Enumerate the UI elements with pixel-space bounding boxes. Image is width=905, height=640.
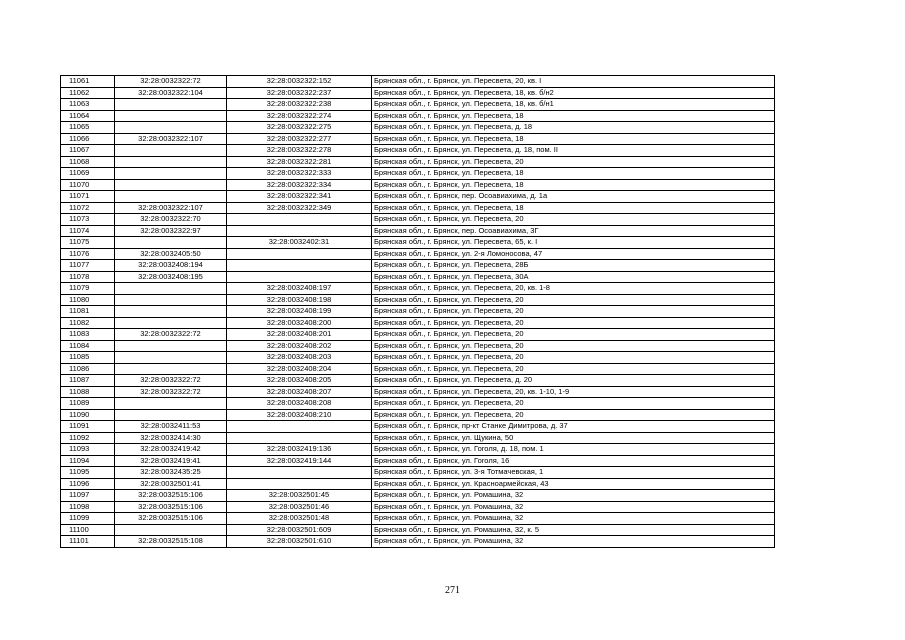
cell-parent-cadastral-number: 32:28:0032515:106 [115, 490, 227, 502]
cell-address: Брянская обл., г. Брянск, ул. Гоголя, д. 18, пом. 1 [372, 444, 775, 456]
table-row [61, 122, 775, 134]
cell-parent-cadastral-number [115, 156, 227, 168]
cell-address: Брянская обл., г. Брянск, ул. Красноармейская, 43 [372, 478, 775, 490]
cell-parent-cadastral-number: 32:28:0032419:42 [115, 444, 227, 456]
table-row [61, 168, 775, 180]
cell-cadastral-number: 32:28:0032408:198 [227, 294, 372, 306]
cell-cadastral-number: 32:28:0032501:610 [227, 536, 372, 548]
table-row [61, 145, 775, 157]
cell-address: Брянская обл., г. Брянск, ул. Пересвета, 20, кв. 1-10, 1-9 [372, 386, 775, 398]
cell-cadastral-number: 32:28:0032419:144 [227, 455, 372, 467]
cell-address: Брянская обл., г. Брянск, ул. Ромашина, 32 [372, 513, 775, 525]
cell-address: Брянская обл., г. Брянск, ул. Пересвета, 20 [372, 294, 775, 306]
cell-address: Брянская обл., г. Брянск, ул. Ромашина, 32 [372, 490, 775, 502]
cell-address: Брянская обл., г. Брянск, ул. Пересвета, 18 [372, 202, 775, 214]
cell-row-number: 11096 [61, 478, 115, 490]
cell-parent-cadastral-number: 32:28:0032322:107 [115, 133, 227, 145]
page-number: 271 [445, 585, 460, 596]
cell-address: Брянская обл., г. Брянск, ул. Пересвета, 20 [372, 156, 775, 168]
cell-parent-cadastral-number [115, 352, 227, 364]
cell-row-number: 11092 [61, 432, 115, 444]
cell-row-number: 11075 [61, 237, 115, 249]
cell-parent-cadastral-number: 32:28:0032322:72 [115, 329, 227, 341]
cell-cadastral-number: 32:28:0032408:210 [227, 409, 372, 421]
table-row [61, 524, 775, 536]
cell-cadastral-number: 32:28:0032408:197 [227, 283, 372, 295]
cell-parent-cadastral-number: 32:28:0032322:70 [115, 214, 227, 226]
cell-row-number: 11094 [61, 455, 115, 467]
cell-row-number: 11074 [61, 225, 115, 237]
cell-row-number: 11087 [61, 375, 115, 387]
cell-parent-cadastral-number [115, 294, 227, 306]
cell-row-number: 11085 [61, 352, 115, 364]
cell-parent-cadastral-number: 32:28:0032322:72 [115, 76, 227, 88]
cell-cadastral-number: 32:28:0032408:201 [227, 329, 372, 341]
cell-parent-cadastral-number [115, 524, 227, 536]
cell-cadastral-number [227, 214, 372, 226]
cell-cadastral-number: 32:28:0032322:349 [227, 202, 372, 214]
cell-cadastral-number: 32:28:0032322:238 [227, 99, 372, 111]
cell-parent-cadastral-number: 32:28:0032501:41 [115, 478, 227, 490]
cell-row-number: 11095 [61, 467, 115, 479]
cell-parent-cadastral-number: 32:28:0032408:195 [115, 271, 227, 283]
table-row [61, 536, 775, 548]
cell-cadastral-number: 32:28:0032322:341 [227, 191, 372, 203]
table-row [61, 294, 775, 306]
cell-cadastral-number: 32:28:0032322:152 [227, 76, 372, 88]
cell-address: Брянская обл., г. Брянск, ул. Пересвета, д. 20 [372, 375, 775, 387]
table-row [61, 444, 775, 456]
cell-address: Брянская обл., г. Брянск, ул. Пересвета, 65, к. I [372, 237, 775, 249]
cell-address: Брянская обл., г. Брянск, ул. Пересвета, д. 18 [372, 122, 775, 134]
cell-address: Брянская обл., г. Брянск, ул. Пересвета, 20 [372, 329, 775, 341]
cell-address: Брянская обл., г. Брянск, пр-кт Станке Димитрова, д. 37 [372, 421, 775, 433]
cell-parent-cadastral-number [115, 110, 227, 122]
cell-cadastral-number: 32:28:0032501:48 [227, 513, 372, 525]
table-row [61, 432, 775, 444]
cell-cadastral-number: 32:28:0032408:208 [227, 398, 372, 410]
cell-row-number: 11066 [61, 133, 115, 145]
table-row [61, 340, 775, 352]
cell-address: Брянская обл., г. Брянск, ул. 3-я Тотмачевская, 1 [372, 467, 775, 479]
table-row [61, 329, 775, 341]
cell-row-number: 11069 [61, 168, 115, 180]
cell-parent-cadastral-number: 32:28:0032322:72 [115, 386, 227, 398]
table-row [61, 283, 775, 295]
cell-cadastral-number: 32:28:0032408:207 [227, 386, 372, 398]
cell-parent-cadastral-number [115, 179, 227, 191]
cell-row-number: 11086 [61, 363, 115, 375]
cell-cadastral-number: 32:28:0032408:199 [227, 306, 372, 318]
cell-row-number: 11068 [61, 156, 115, 168]
cell-parent-cadastral-number [115, 317, 227, 329]
cell-row-number: 11062 [61, 87, 115, 99]
cell-cadastral-number: 32:28:0032408:205 [227, 375, 372, 387]
cell-parent-cadastral-number: 32:28:0032322:104 [115, 87, 227, 99]
registry-table [60, 75, 775, 548]
cell-parent-cadastral-number [115, 99, 227, 111]
cell-row-number: 11100 [61, 524, 115, 536]
table-row [61, 156, 775, 168]
cell-address: Брянская обл., г. Брянск, ул. Пересвета, 20 [372, 398, 775, 410]
cell-row-number: 11084 [61, 340, 115, 352]
table-row [61, 363, 775, 375]
cell-row-number: 11091 [61, 421, 115, 433]
table-row [61, 225, 775, 237]
table-row [61, 87, 775, 99]
cell-row-number: 11099 [61, 513, 115, 525]
cell-parent-cadastral-number [115, 306, 227, 318]
cell-address: Брянская обл., г. Брянск, ул. Пересвета, 20, кв. 1-8 [372, 283, 775, 295]
cell-address: Брянская обл., г. Брянск, ул. Пересвета, 20, кв. I [372, 76, 775, 88]
cell-parent-cadastral-number [115, 145, 227, 157]
cell-row-number: 11088 [61, 386, 115, 398]
table-row [61, 513, 775, 525]
cell-cadastral-number [227, 432, 372, 444]
table-row [61, 375, 775, 387]
cell-cadastral-number: 32:28:0032322:333 [227, 168, 372, 180]
table-row [61, 248, 775, 260]
cell-row-number: 11093 [61, 444, 115, 456]
cell-cadastral-number [227, 478, 372, 490]
cell-cadastral-number: 32:28:0032322:278 [227, 145, 372, 157]
cell-cadastral-number [227, 421, 372, 433]
cell-address: Брянская обл., г. Брянск, пер. Осоавиахима, д. 1а [372, 191, 775, 203]
cell-cadastral-number: 32:28:0032408:202 [227, 340, 372, 352]
cell-parent-cadastral-number: 32:28:0032411:53 [115, 421, 227, 433]
table-row [61, 352, 775, 364]
table-row [61, 478, 775, 490]
table-row [61, 490, 775, 502]
cell-parent-cadastral-number [115, 340, 227, 352]
cell-address: Брянская обл., г. Брянск, ул. Ромашина, 32, к. 5 [372, 524, 775, 536]
cell-cadastral-number: 32:28:0032408:200 [227, 317, 372, 329]
table-row [61, 421, 775, 433]
cell-parent-cadastral-number [115, 283, 227, 295]
table-row [61, 467, 775, 479]
cell-cadastral-number: 32:28:0032501:609 [227, 524, 372, 536]
cell-address: Брянская обл., г. Брянск, ул. Пересвета, 18 [372, 133, 775, 145]
table-row [61, 386, 775, 398]
cell-address: Брянская обл., г. Брянск, ул. Гоголя, 16 [372, 455, 775, 467]
cell-cadastral-number [227, 225, 372, 237]
cell-parent-cadastral-number [115, 191, 227, 203]
cell-row-number: 11078 [61, 271, 115, 283]
cell-row-number: 11098 [61, 501, 115, 513]
cell-cadastral-number: 32:28:0032501:45 [227, 490, 372, 502]
cell-parent-cadastral-number [115, 237, 227, 249]
cell-row-number: 11101 [61, 536, 115, 548]
table-row [61, 202, 775, 214]
cell-parent-cadastral-number: 32:28:0032322:107 [115, 202, 227, 214]
cell-address: Брянская обл., г. Брянск, ул. Щукина, 50 [372, 432, 775, 444]
cell-parent-cadastral-number: 32:28:0032408:194 [115, 260, 227, 272]
cell-address: Брянская обл., г. Брянск, пер. Осоавиахима, 3Г [372, 225, 775, 237]
cell-row-number: 11076 [61, 248, 115, 260]
table-row [61, 260, 775, 272]
cell-cadastral-number [227, 260, 372, 272]
cell-row-number: 11080 [61, 294, 115, 306]
cell-parent-cadastral-number: 32:28:0032435:25 [115, 467, 227, 479]
cell-parent-cadastral-number [115, 363, 227, 375]
table-row [61, 133, 775, 145]
cell-row-number: 11073 [61, 214, 115, 226]
cell-row-number: 11083 [61, 329, 115, 341]
registry-table-body [61, 76, 775, 548]
cell-address: Брянская обл., г. Брянск, ул. Пересвета, 18 [372, 179, 775, 191]
cell-parent-cadastral-number: 32:28:0032322:97 [115, 225, 227, 237]
cell-parent-cadastral-number [115, 168, 227, 180]
table-row [61, 317, 775, 329]
cell-address: Брянская обл., г. Брянск, ул. Пересвета, 20 [372, 363, 775, 375]
cell-parent-cadastral-number: 32:28:0032414:30 [115, 432, 227, 444]
cell-cadastral-number: 32:28:0032419:136 [227, 444, 372, 456]
cell-address: Брянская обл., г. Брянск, ул. 2-я Ломоносова, 47 [372, 248, 775, 260]
table-row [61, 501, 775, 513]
table-row [61, 237, 775, 249]
cell-address: Брянская обл., г. Брянск, ул. Пересвета, 18 [372, 168, 775, 180]
cell-address: Брянская обл., г. Брянск, ул. Пересвета, д. 18, пом. II [372, 145, 775, 157]
cell-address: Брянская обл., г. Брянск, ул. Пересвета, 20 [372, 306, 775, 318]
table-row [61, 409, 775, 421]
cell-cadastral-number: 32:28:0032408:204 [227, 363, 372, 375]
cell-row-number: 11070 [61, 179, 115, 191]
cell-address: Брянская обл., г. Брянск, ул. Пересвета, 20 [372, 352, 775, 364]
cell-cadastral-number: 32:28:0032322:274 [227, 110, 372, 122]
cell-parent-cadastral-number: 32:28:0032515:106 [115, 501, 227, 513]
cell-cadastral-number: 32:28:0032322:277 [227, 133, 372, 145]
cell-address: Брянская обл., г. Брянск, ул. Пересвета, 28Б [372, 260, 775, 272]
cell-parent-cadastral-number [115, 122, 227, 134]
table-row [61, 76, 775, 88]
table-row [61, 455, 775, 467]
cell-row-number: 11077 [61, 260, 115, 272]
cell-cadastral-number: 32:28:0032402:31 [227, 237, 372, 249]
cell-row-number: 11067 [61, 145, 115, 157]
table-row [61, 306, 775, 318]
cell-cadastral-number: 32:28:0032322:281 [227, 156, 372, 168]
cell-address: Брянская обл., г. Брянск, ул. Пересвета, 18, кв. б/н1 [372, 99, 775, 111]
cell-row-number: 11072 [61, 202, 115, 214]
table-row [61, 110, 775, 122]
cell-cadastral-number: 32:28:0032322:275 [227, 122, 372, 134]
table-row [61, 99, 775, 111]
cell-address: Брянская обл., г. Брянск, ул. Пересвета, 18 [372, 110, 775, 122]
table-row [61, 271, 775, 283]
cell-parent-cadastral-number: 32:28:0032405:50 [115, 248, 227, 260]
table-row [61, 214, 775, 226]
cell-cadastral-number: 32:28:0032408:203 [227, 352, 372, 364]
cell-address: Брянская обл., г. Брянск, ул. Ромашина, 32 [372, 501, 775, 513]
cell-parent-cadastral-number: 32:28:0032515:106 [115, 513, 227, 525]
cell-cadastral-number: 32:28:0032501:46 [227, 501, 372, 513]
cell-row-number: 11097 [61, 490, 115, 502]
cell-address: Брянская обл., г. Брянск, ул. Пересвета, 20 [372, 317, 775, 329]
cell-parent-cadastral-number: 32:28:0032419:41 [115, 455, 227, 467]
cell-parent-cadastral-number: 32:28:0032322:72 [115, 375, 227, 387]
cell-cadastral-number [227, 467, 372, 479]
cell-address: Брянская обл., г. Брянск, ул. Пересвета, 30А [372, 271, 775, 283]
cell-address: Брянская обл., г. Брянск, ул. Ромашина, 32 [372, 536, 775, 548]
cell-address: Брянская обл., г. Брянск, ул. Пересвета, 20 [372, 409, 775, 421]
table-row [61, 191, 775, 203]
cell-row-number: 11089 [61, 398, 115, 410]
cell-row-number: 11081 [61, 306, 115, 318]
cell-cadastral-number: 32:28:0032322:237 [227, 87, 372, 99]
cell-parent-cadastral-number: 32:28:0032515:108 [115, 536, 227, 548]
table-row [61, 398, 775, 410]
cell-cadastral-number: 32:28:0032322:334 [227, 179, 372, 191]
cell-cadastral-number [227, 271, 372, 283]
cell-row-number: 11065 [61, 122, 115, 134]
cell-parent-cadastral-number [115, 398, 227, 410]
cell-row-number: 11064 [61, 110, 115, 122]
cell-row-number: 11082 [61, 317, 115, 329]
cell-cadastral-number [227, 248, 372, 260]
cell-address: Брянская обл., г. Брянск, ул. Пересвета, 18, кв. б/н2 [372, 87, 775, 99]
cell-row-number: 11071 [61, 191, 115, 203]
cell-row-number: 11061 [61, 76, 115, 88]
cell-row-number: 11079 [61, 283, 115, 295]
cell-row-number: 11090 [61, 409, 115, 421]
cell-address: Брянская обл., г. Брянск, ул. Пересвета, 20 [372, 214, 775, 226]
table-row [61, 179, 775, 191]
cell-parent-cadastral-number [115, 409, 227, 421]
cell-address: Брянская обл., г. Брянск, ул. Пересвета, 20 [372, 340, 775, 352]
cell-row-number: 11063 [61, 99, 115, 111]
